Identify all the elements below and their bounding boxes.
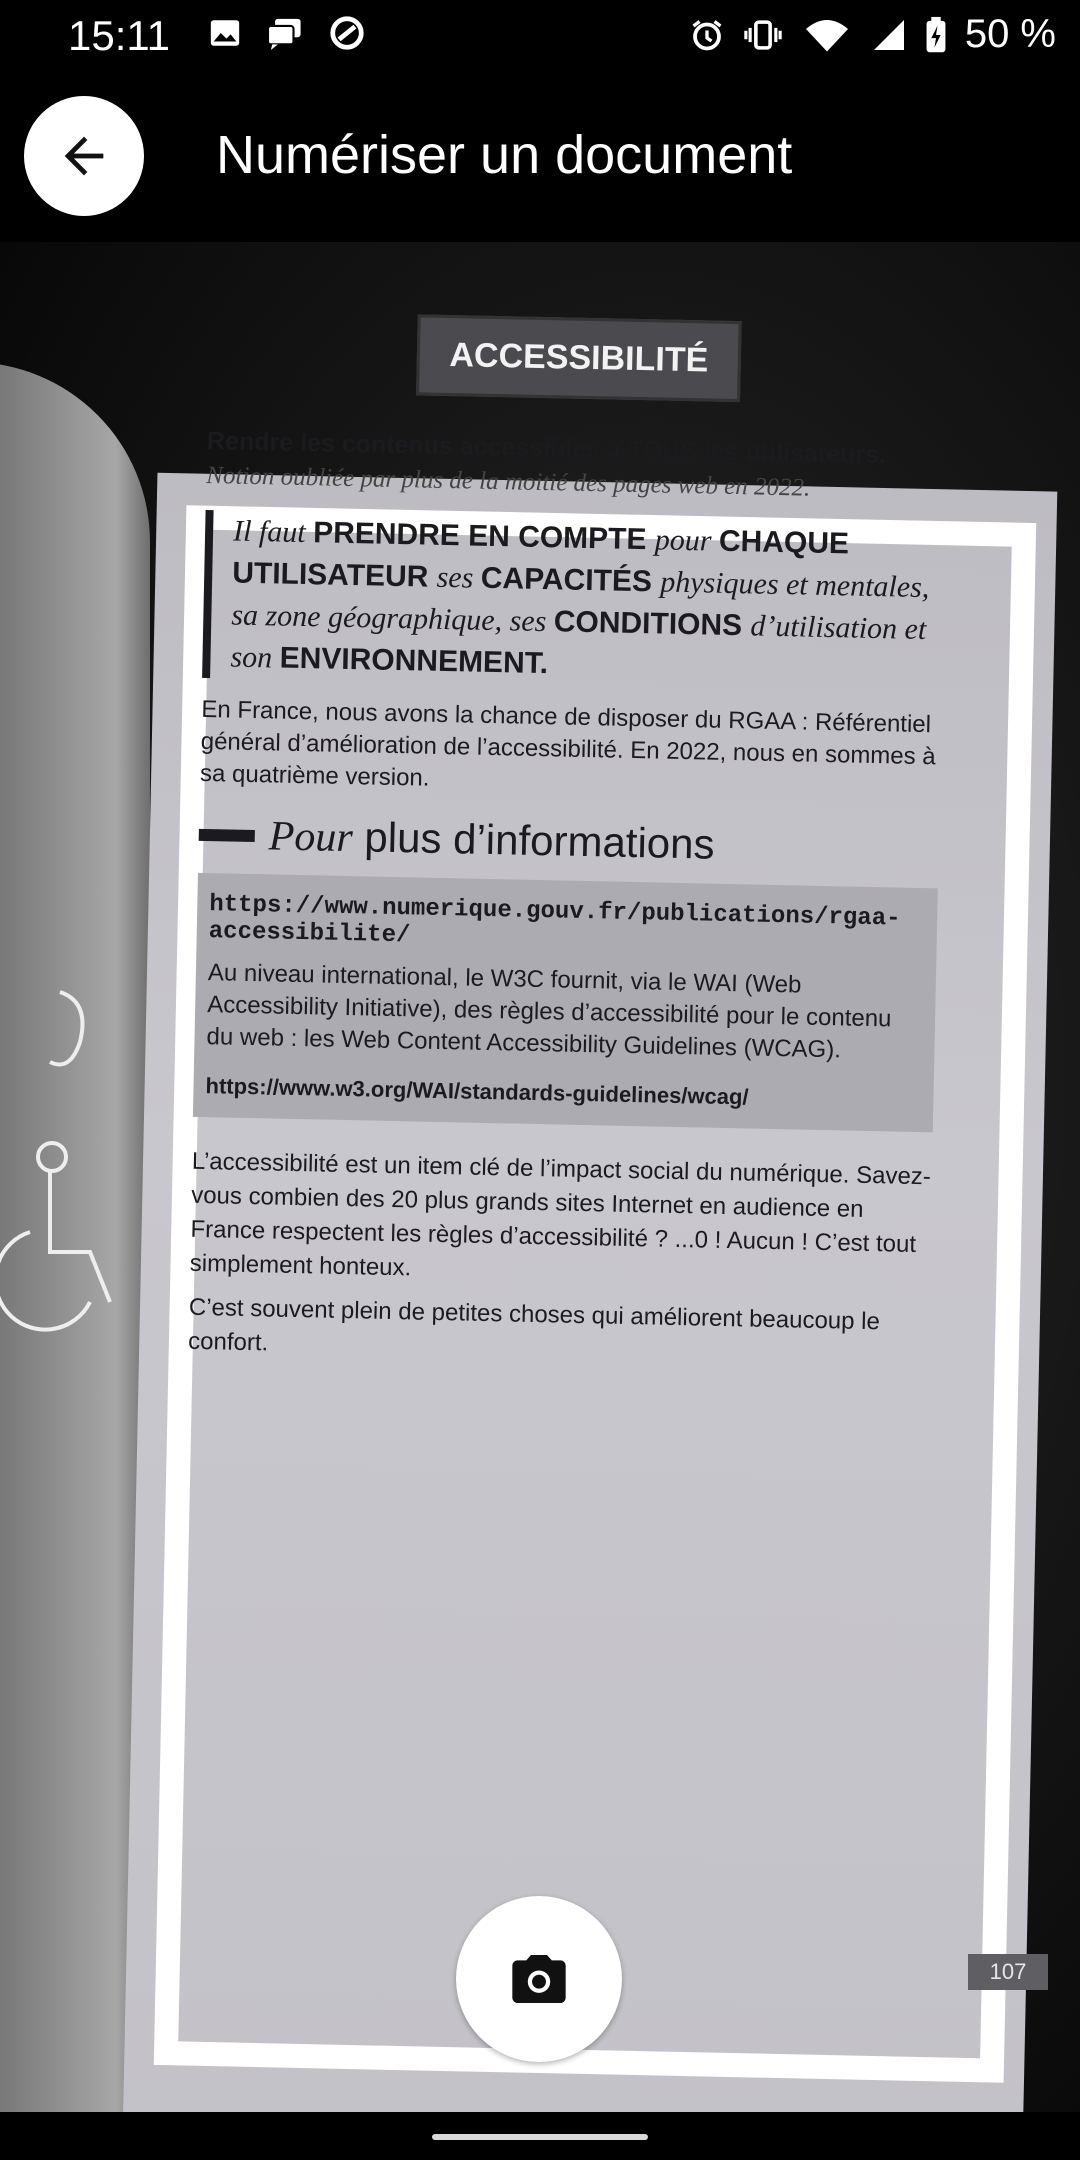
home-gesture-handle[interactable] xyxy=(432,2134,648,2140)
scanned-document xyxy=(188,300,950,1374)
document-badge: ACCESSIBILITÉ xyxy=(416,314,742,402)
quote-segment: pour xyxy=(654,523,720,558)
subheading-italic: Pour xyxy=(268,813,354,862)
status-bar xyxy=(0,0,1080,72)
arrow-left-icon xyxy=(55,127,113,185)
quote-segment: CONDITIONS xyxy=(553,605,751,643)
camera-icon xyxy=(507,1947,571,2011)
system-icons xyxy=(689,12,1056,57)
notification-icons xyxy=(208,14,366,52)
quote-segment: physiques et mentales, sa zone géographique, ses xyxy=(231,565,930,639)
subheading-text: plus d’informations xyxy=(363,813,716,868)
quote-segment: ENVIRONNEMENT. xyxy=(279,641,549,681)
wifi-icon xyxy=(801,17,853,53)
document-info-box xyxy=(193,873,938,1132)
navigation-bar xyxy=(0,2112,1080,2160)
document-url: https://www.w3.org/WAI/standards-guidelines/wcag/ xyxy=(205,1073,749,1110)
document-paragraph: L’accessibilité est un item clé de l’impact social du numérique. Savez-vous combien des 20 plus grands sites Internet en audience en France respectent les règles d’accessibilité ? ...0 ! Aucun ! C’est tout simplement honteux. xyxy=(189,1147,932,1282)
quote-segment: Il faut xyxy=(232,514,314,550)
document-lead: Rendre les contenus accessibles à TOUS les utilisateurs. xyxy=(206,426,887,470)
alarm-icon xyxy=(689,17,725,53)
vibrate-icon xyxy=(743,17,783,53)
signal-icon xyxy=(871,17,907,53)
subheading-dash xyxy=(199,828,255,841)
document-paragraph: En France, nous avons la chance de disposer du RGAA : Référentiel général d’amélioration de l’accessibilité. En 2022, nous en sommes à sa quatrième version. xyxy=(199,695,936,792)
back-button[interactable] xyxy=(24,96,144,216)
document-quote xyxy=(202,510,945,693)
quote-segment: CHAQUE UTILISATEUR xyxy=(231,524,850,594)
capture-button[interactable] xyxy=(456,1896,622,2062)
app-bar xyxy=(0,72,1080,242)
image-icon xyxy=(208,16,242,50)
book-left-page xyxy=(0,362,150,2112)
document-page-number: 107 xyxy=(968,1954,1048,1990)
quote-segment: CAPACITÉS xyxy=(480,561,661,599)
quote-segment: ses xyxy=(436,560,482,595)
quote-segment: d’utilisation et son xyxy=(230,609,927,675)
messages-icon xyxy=(266,16,304,50)
quote-segment: PRENDRE EN COMPTE xyxy=(312,516,656,557)
document-url: https://www.numerique.gouv.fr/publications/rgaa-accessibilite/ xyxy=(208,891,901,950)
accessibility-illustration-icon xyxy=(0,982,120,1402)
document-subtitle: Notion oubliée par plus de la moitié des pages web en 2022. xyxy=(206,461,811,502)
status-time: 15:11 xyxy=(68,12,170,59)
battery-percent: 50 % xyxy=(964,12,1056,56)
page-title: Numériser un document xyxy=(216,125,793,185)
document-subheading xyxy=(198,810,939,874)
document-paragraph: Au niveau international, le W3C fournit, via le WAI (Web Accessibility Initiative), des règles d’accessibilité pour le contenu du web : les Web Content Accessibility Guidelines (WCAG). xyxy=(206,959,892,1064)
sync-icon xyxy=(328,14,366,52)
document-paragraph: C’est souvent plein de petites choses qui améliorent beaucoup le confort. xyxy=(187,1293,881,1357)
battery-charging-icon xyxy=(925,16,947,54)
